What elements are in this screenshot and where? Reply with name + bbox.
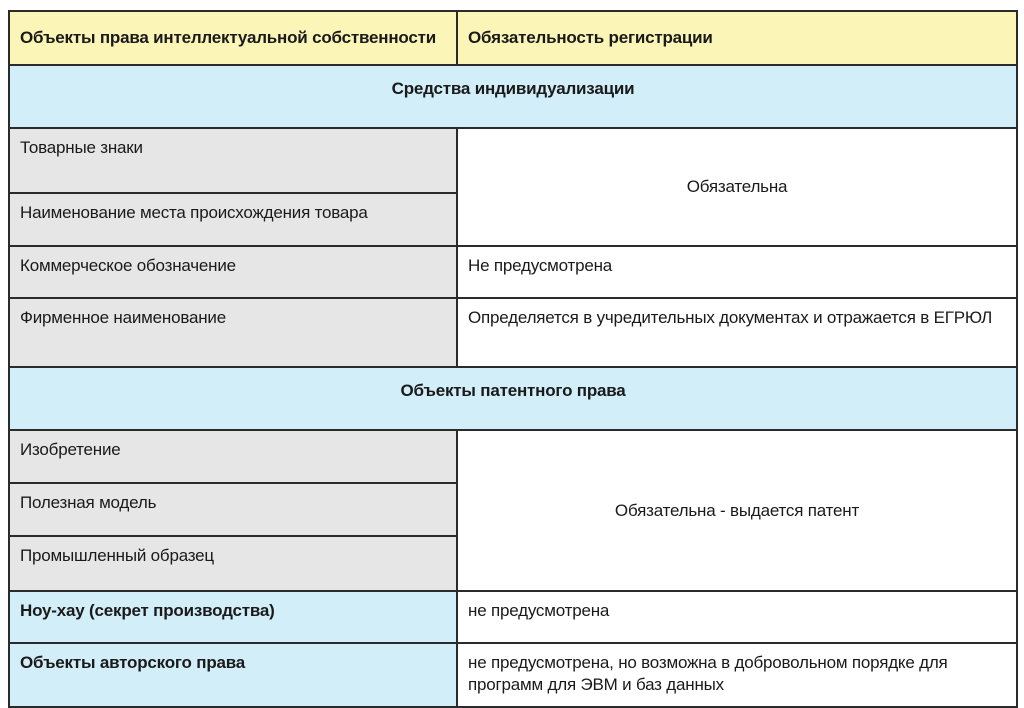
table-row xyxy=(9,591,1017,643)
object-cell: Изобретение xyxy=(9,430,457,483)
table-row xyxy=(9,298,1017,367)
table-header-row xyxy=(9,11,1017,65)
registration-cell: Определяется в учредительных документах и отражается в ЕГРЮЛ xyxy=(457,298,1017,367)
object-cell: Наименование места происхождения товара xyxy=(9,193,457,246)
object-cell: Товарные знаки xyxy=(9,128,457,193)
registration-cell: Не предусмотрена xyxy=(457,246,1017,298)
registration-cell: не предусмотрена, но возможна в добровольном порядке для программ для ЭВМ и баз данных xyxy=(457,643,1017,707)
header-objects: Объекты права интеллектуальной собственности xyxy=(9,11,457,65)
section-title: Средства индивидуализации xyxy=(9,65,1017,128)
section-row-individualization xyxy=(9,65,1017,128)
ip-registration-table xyxy=(8,10,1018,708)
table-row xyxy=(9,643,1017,707)
object-cell: Коммерческое обозначение xyxy=(9,246,457,298)
table-row xyxy=(9,246,1017,298)
object-cell: Объекты авторского права xyxy=(9,643,457,707)
object-cell: Ноу-хау (секрет производства) xyxy=(9,591,457,643)
registration-cell-merged: Обязательна - выдается патент xyxy=(457,430,1017,591)
object-cell: Фирменное наименование xyxy=(9,298,457,367)
registration-cell: не предусмотрена xyxy=(457,591,1017,643)
registration-cell-merged: Обязательна xyxy=(457,128,1017,246)
object-cell: Промышленный образец xyxy=(9,536,457,591)
section-row-patent xyxy=(9,367,1017,430)
header-registration: Обязательность регистрации xyxy=(457,11,1017,65)
object-cell: Полезная модель xyxy=(9,483,457,536)
table-row xyxy=(9,128,1017,193)
table-row xyxy=(9,430,1017,483)
section-title: Объекты патентного права xyxy=(9,367,1017,430)
